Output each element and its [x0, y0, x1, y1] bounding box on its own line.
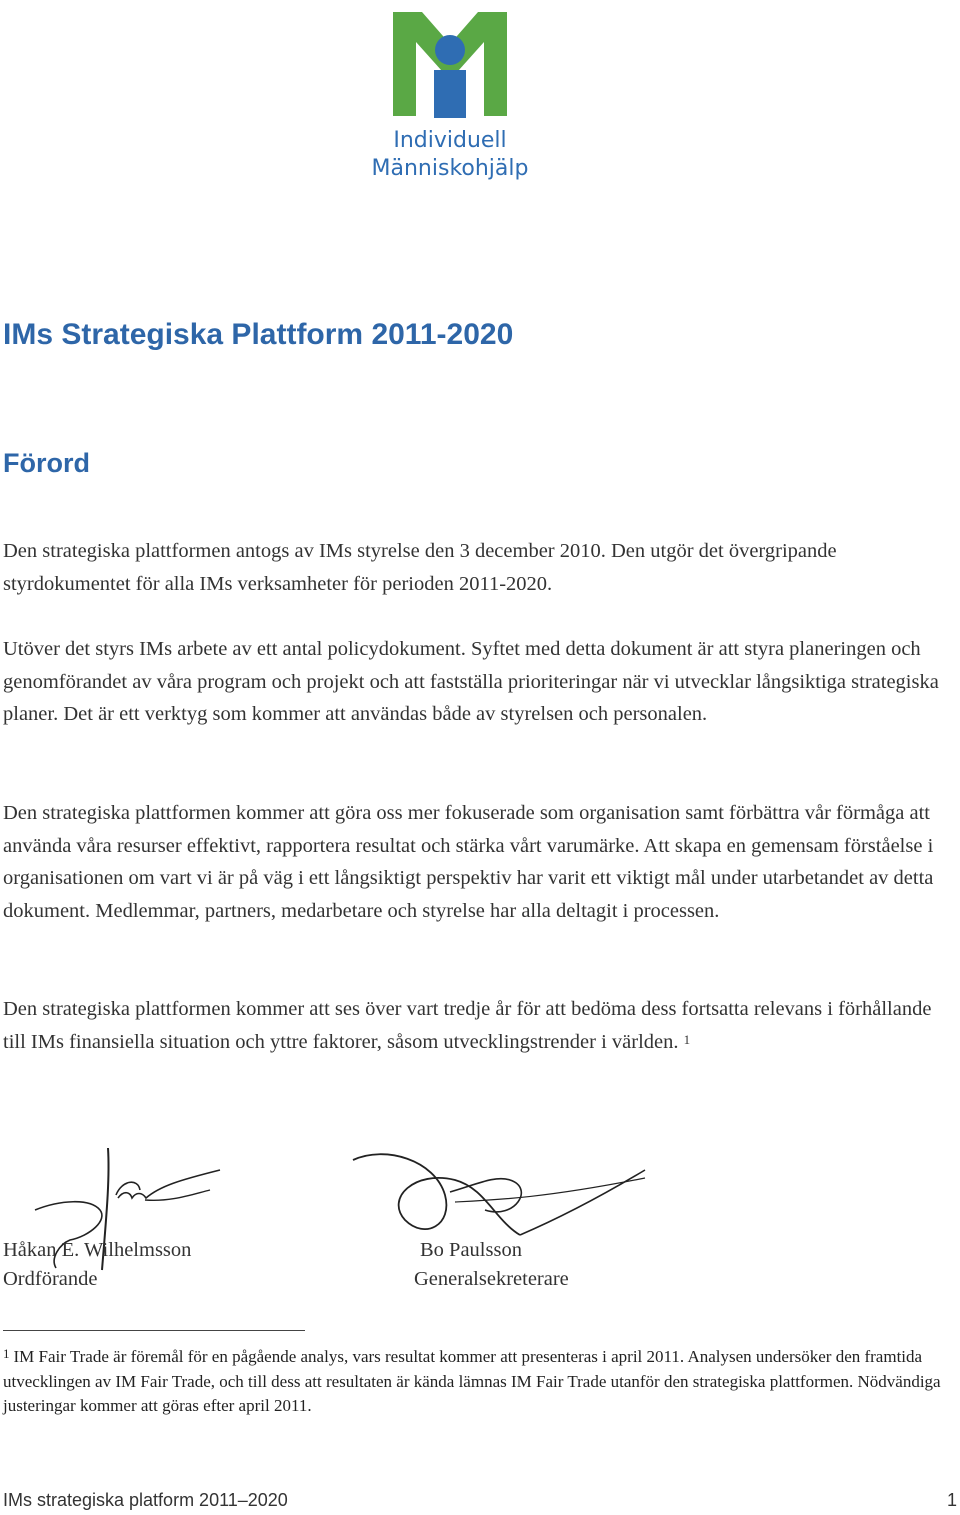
logo-blue-dot-icon: [435, 35, 465, 65]
im-logo-icon: [360, 8, 540, 126]
signatory-1-role: Ordförande: [3, 1268, 98, 1290]
document-title: IMs Strategiska Plattform 2011-2020: [3, 318, 514, 351]
signatory-2-name: Bo Paulsson: [420, 1239, 522, 1261]
paragraph-1: Den strategiska plattformen antogs av IMs styrelse den 3 december 2010. Den utgör det övergripande styrdokumentet för alla IMs verksamheter för perioden 2011-2020.: [3, 540, 837, 595]
paragraph-3: Den strategiska plattformen kommer att göra oss mer fokuserade som organisation samt förbättra vår förmåga att använda våra resurser effektivt, rapportera resultat och stärka vårt varumärke. Att skapa en gemensam förståelse i organisationen om vart vi är på väg i ett långsiktigt perspektiv har varit ett viktigt mål under utarbetandet av detta dokument. Medlemmar, partners, medarbetare och styrelse har alla deltagit i processen.: [3, 802, 934, 922]
footnote-separator: [3, 1330, 305, 1331]
page-number: 1: [946, 1490, 957, 1510]
paragraph-4: [3, 993, 943, 1058]
logo-text-line1: Individuell: [393, 128, 507, 153]
logo-blue-stem-icon: [434, 70, 466, 118]
section-heading: Förord: [3, 448, 90, 478]
paragraph-2: Utöver det styrs IMs arbete av ett antal policydokument. Syftet med detta dokument är att styra planeringen och genomförandet av våra program och projekt och att fastställa prioriteringar när vi utvecklar långsiktiga strategiska planer. Det är ett verktyg som kommer att användas både av styrelsen och personalen.: [3, 638, 939, 725]
footnote-number: 1: [3, 1346, 10, 1361]
footer-title: IMs strategiska platform 2011–2020: [3, 1490, 288, 1510]
paragraph-4-text: Den strategiska plattformen kommer att ses över vart tredje år för att bedöma dess fortsatta relevans i förhållande till IMs finansiella situation och yttre faktorer, såsom utvecklingstrender i världen.: [3, 998, 932, 1053]
signatory-2-role: Generalsekreterare: [414, 1268, 569, 1290]
footnote-reference: 1: [683, 1031, 691, 1047]
logo: [360, 8, 540, 188]
footnote-text: IM Fair Trade är föremål för en pågående analys, vars resultat kommer att presenteras i april 2011. Analysen undersöker den framtida utvecklingen av IM Fair Trade, och till dess att resultaten är kända lämnas IM Fair Trade utanför den strategiska plattformen. Nödvändiga justeringar kommer att göras efter april 2011.: [3, 1347, 941, 1415]
footnote: [3, 1345, 943, 1418]
logo-text-line2: Människohjälp: [371, 156, 529, 181]
signatory-1-name: Håkan E. Wilhelmsson: [3, 1239, 192, 1261]
